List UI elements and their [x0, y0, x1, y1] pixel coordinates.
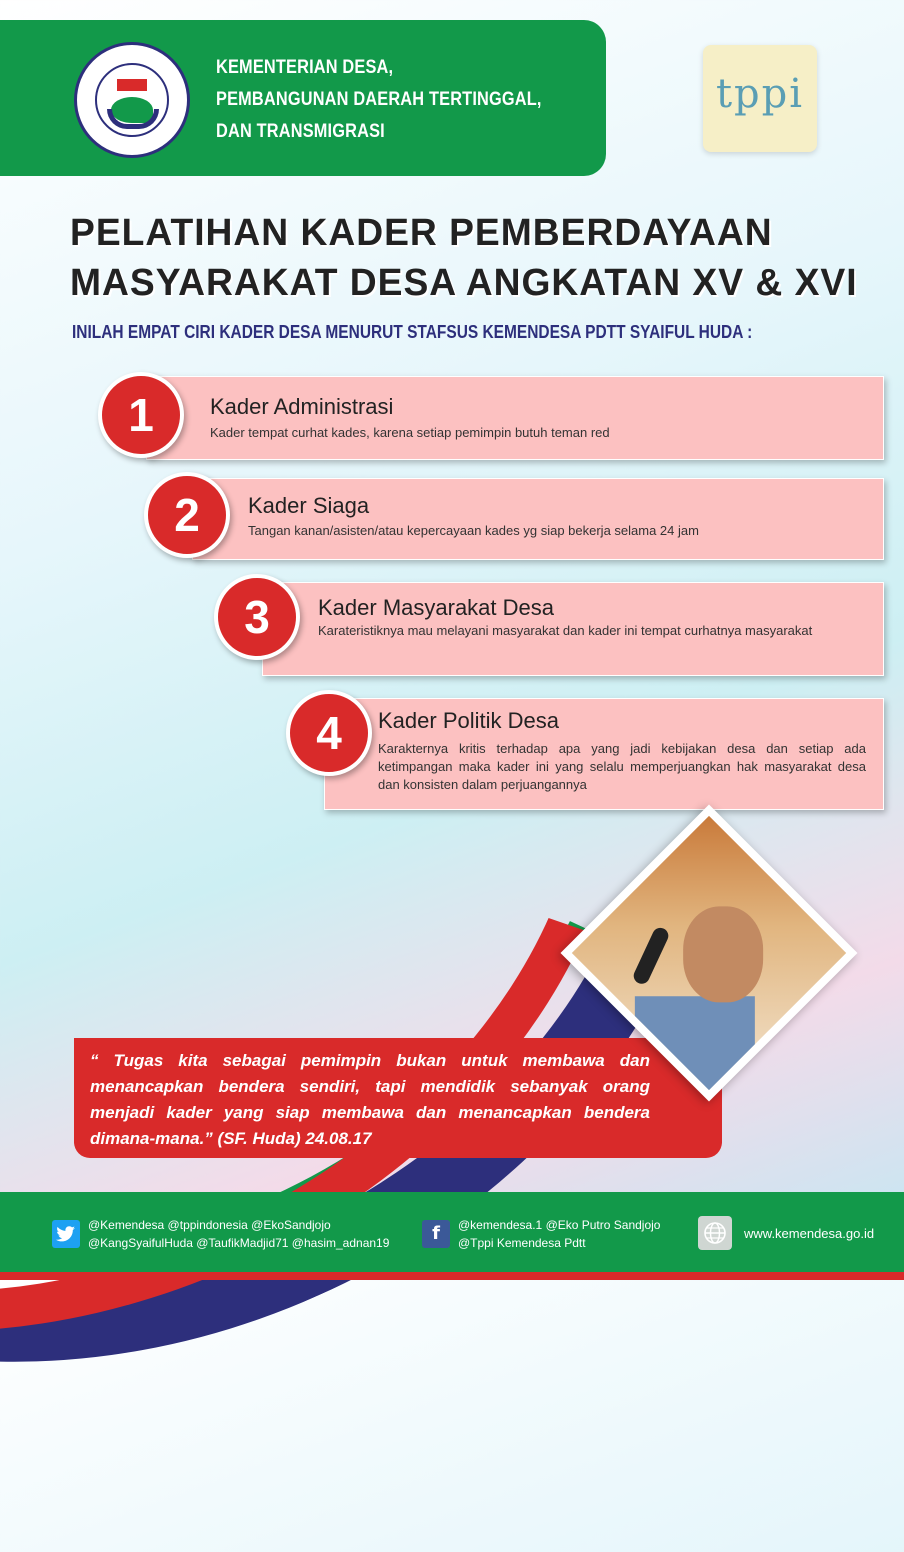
title-line-1: PELATIHAN KADER PEMBERDAYAAN: [70, 212, 773, 254]
globe-icon[interactable]: [698, 1216, 732, 1250]
item-number: 2: [144, 472, 230, 558]
quote-text: “ Tugas kita sebagai pemimpin bukan untuk membawa dan menancapkan bendera sendiri, tapi mendidik sebanyak orang menjadi kader yang siap membawa dan menancapkan bendera dimana-mana.” (SF. Huda) 24.08.17: [90, 1051, 650, 1148]
item-description: Kader tempat curhat kades, karena setiap pemimpin butuh teman red: [210, 425, 610, 440]
website-link[interactable]: www.kemendesa.go.id: [744, 1226, 875, 1241]
ministry-line-3: DAN TRANSMIGRASI: [216, 121, 385, 142]
ministry-line-2: PEMBANGUNAN DAERAH TERTINGGAL,: [216, 89, 542, 110]
ministry-line-1: KEMENTERIAN DESA,: [216, 57, 394, 78]
item-description: Karateristiknya mau melayani masyarakat dan kader ini tempat curhatnya masyarakat: [318, 623, 813, 638]
tppi-logo-text: tppi: [715, 71, 805, 117]
twitter-handles: [88, 1216, 389, 1252]
title-line-2: MASYARAKAT DESA ANGKATAN XV & XVI: [70, 262, 858, 304]
ministry-logo: [74, 42, 190, 158]
facebook-line-2: @Tppi Kemendesa Pdtt: [458, 1236, 586, 1250]
footer-red-strip: [0, 1272, 904, 1280]
tppi-logo: [703, 45, 817, 152]
microphone-icon: [631, 925, 671, 986]
item-number: 4: [286, 690, 372, 776]
item-description: Tangan kanan/asisten/atau kepercayaan kades yg siap bekerja selama 24 jam: [248, 523, 699, 538]
item-title: Kader Siaga: [248, 493, 370, 518]
item-box: [192, 478, 884, 560]
item-title: Kader Administrasi: [210, 394, 394, 419]
twitter-icon[interactable]: [52, 1220, 80, 1248]
subtitle: INILAH EMPAT CIRI KADER DESA MENURUT STAFSUS KEMENDESA PDTT SYAIFUL HUDA :: [72, 322, 753, 342]
facebook-icon[interactable]: f: [422, 1220, 450, 1248]
page-title: [70, 208, 858, 308]
facebook-line-1: @kemendesa.1 @Eko Putro Sandjojo: [458, 1218, 661, 1232]
item-number: 1: [98, 372, 184, 458]
face-shape: [683, 906, 763, 1002]
item-number: 3: [214, 574, 300, 660]
twitter-line-2: @KangSyaifulHuda @TaufikMadjid71 @hasim_adnan19: [88, 1236, 390, 1250]
twitter-line-1: @Kemendesa @tppindonesia @EkoSandjojo: [88, 1218, 331, 1232]
item-title: Kader Politik Desa: [378, 708, 559, 733]
facebook-handles: [458, 1216, 660, 1252]
item-description: Karakternya kritis terhadap apa yang jadi kebijakan desa dan setiap ada ketimpangan maka kader ini yang selalu memperjuangkan hak masyarakat desa dan konsisten dalam perjuangannya: [378, 741, 866, 792]
ministry-name: [216, 52, 542, 148]
item-title: Kader Masyarakat Desa: [318, 595, 554, 620]
